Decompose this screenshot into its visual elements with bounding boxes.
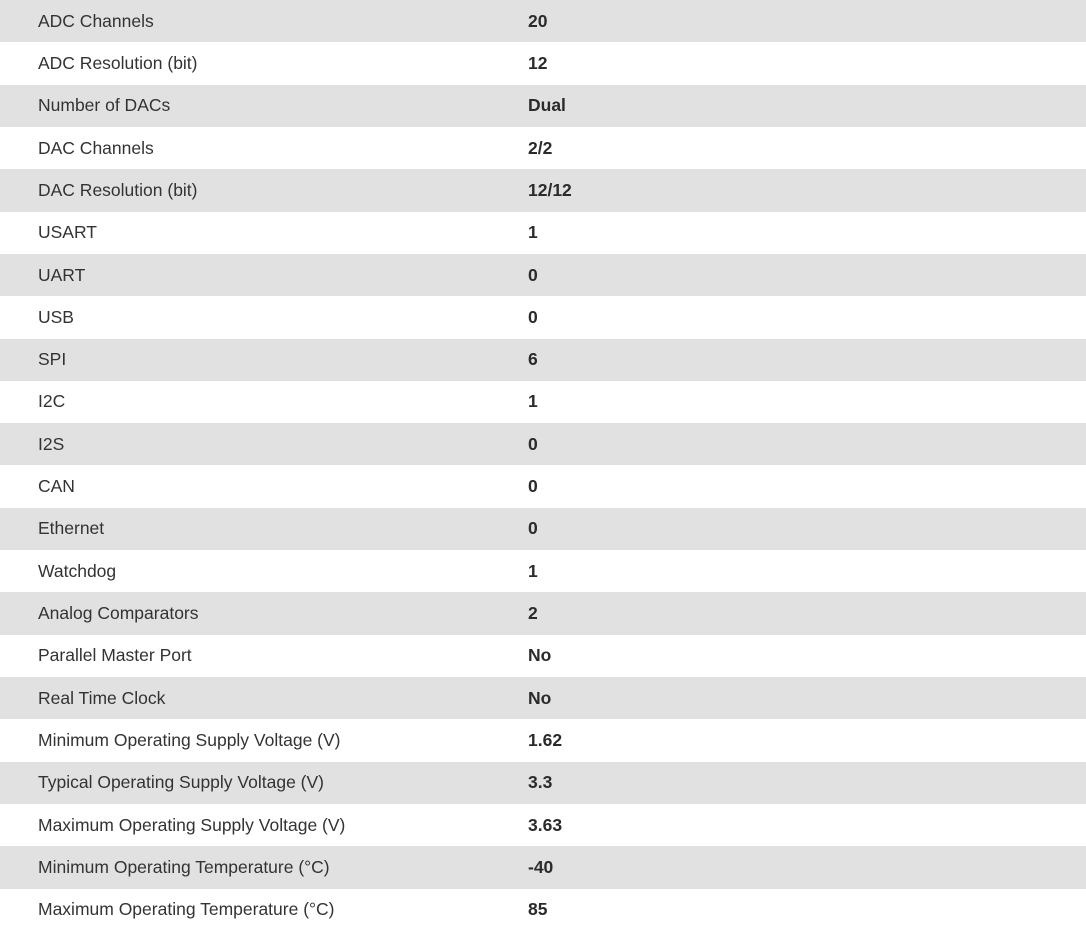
spec-label: Parallel Master Port	[38, 645, 192, 666]
spec-row-usart	[0, 212, 1086, 254]
spec-label: Ethernet	[38, 518, 105, 539]
spec-value: 0	[528, 306, 538, 327]
spec-row-analog-comparators	[0, 592, 1086, 634]
spec-row-typ-supply-voltage	[0, 762, 1086, 804]
spec-label: ADC Resolution (bit)	[38, 52, 198, 73]
spec-row-uart	[0, 254, 1086, 296]
spec-row-spi	[0, 339, 1086, 381]
spec-row-dac-channels	[0, 127, 1086, 169]
spec-row-real-time-clock	[0, 677, 1086, 719]
spec-row-min-supply-voltage	[0, 719, 1086, 761]
spec-value: 12/12	[528, 179, 572, 200]
spec-value: Dual	[528, 95, 566, 116]
spec-label: Watchdog	[38, 560, 117, 581]
spec-value: 1	[528, 391, 538, 412]
spec-row-dac-resolution	[0, 169, 1086, 211]
spec-value: No	[528, 687, 552, 708]
spec-value: 0	[528, 264, 538, 285]
spec-row-adc-resolution	[0, 42, 1086, 84]
spec-label: SPI	[38, 349, 67, 370]
spec-value: 1	[528, 222, 538, 243]
spec-label: Maximum Operating Temperature (°C)	[38, 899, 335, 920]
spec-value: 0	[528, 433, 538, 454]
spec-label: UART	[38, 264, 86, 285]
spec-row-number-of-dacs	[0, 85, 1086, 127]
spec-label: USB	[38, 306, 74, 327]
spec-row-usb	[0, 296, 1086, 338]
spec-label: ADC Channels	[38, 10, 154, 31]
spec-value: 12	[528, 52, 548, 73]
spec-row-can	[0, 465, 1086, 507]
spec-row-ethernet	[0, 508, 1086, 550]
spec-label: USART	[38, 222, 97, 243]
spec-value: 6	[528, 349, 538, 370]
spec-value: -40	[528, 856, 554, 877]
spec-value: 0	[528, 476, 538, 497]
spec-label: Number of DACs	[38, 95, 171, 116]
spec-label: I2C	[38, 391, 66, 412]
spec-row-max-supply-voltage	[0, 804, 1086, 846]
spec-label: Typical Operating Supply Voltage (V)	[38, 772, 324, 793]
spec-value: 1.62	[528, 729, 563, 750]
spec-label: DAC Resolution (bit)	[38, 179, 198, 200]
spec-value: 0	[528, 518, 538, 539]
spec-label: Maximum Operating Supply Voltage (V)	[38, 814, 346, 835]
spec-row-i2c	[0, 381, 1086, 423]
spec-row-parallel-master-port	[0, 635, 1086, 677]
spec-value: 2	[528, 603, 538, 624]
spec-value: 85	[528, 899, 548, 920]
spec-value: 3.63	[528, 814, 563, 835]
spec-value: 2/2	[528, 137, 553, 158]
spec-label: Real Time Clock	[38, 687, 166, 708]
spec-row-min-temperature	[0, 846, 1086, 888]
spec-value: 1	[528, 560, 538, 581]
spec-label: I2S	[38, 433, 65, 454]
spec-label: Minimum Operating Supply Voltage (V)	[38, 729, 341, 750]
spec-label: Analog Comparators	[38, 603, 199, 624]
spec-value: 3.3	[528, 772, 553, 793]
spec-label: Minimum Operating Temperature (°C)	[38, 856, 330, 877]
spec-label: CAN	[38, 476, 75, 497]
spec-label: DAC Channels	[38, 137, 154, 158]
spec-value: No	[528, 645, 552, 666]
spec-row-watchdog	[0, 550, 1086, 592]
spec-row-i2s	[0, 423, 1086, 465]
spec-row-adc-channels	[0, 0, 1086, 42]
spec-value: 20	[528, 10, 548, 31]
spec-row-max-temperature	[0, 889, 1086, 931]
